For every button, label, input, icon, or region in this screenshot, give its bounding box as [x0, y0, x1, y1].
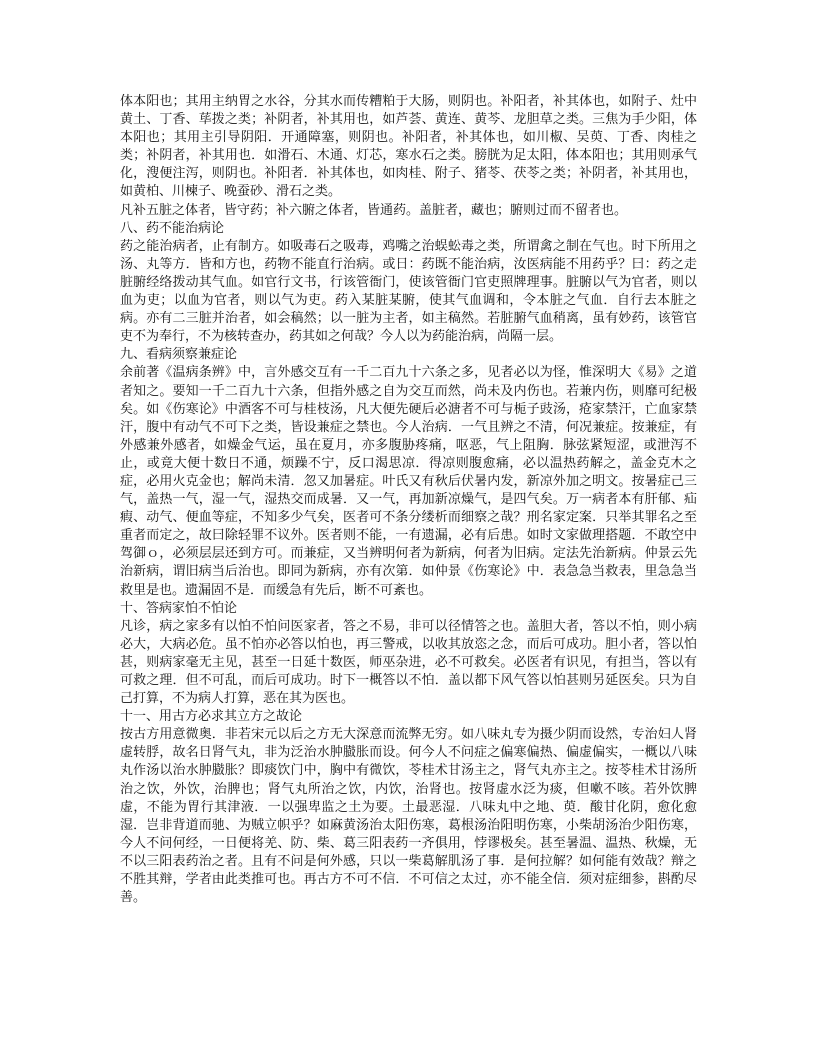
section-heading-8: 八、药不能治病论: [120, 220, 225, 236]
paragraph-zang-fu-summary: 凡补五脏之体者，皆守药；补六腑之体者，皆通药。盖脏者，藏也；腑则过而不留者也。: [120, 202, 628, 218]
section-heading-11: 十一、用古方必求其立方之故论: [120, 709, 303, 725]
paragraph-section-11: 按古方用意微奥．非若宋元以后之方无大深意而流弊无穷。如八味丸专为摄少阴而设然，专治妇人肾虚转脬，故名日肾气丸，非为泛治水肿臌胀而设。何今人不问症之偏寒偏热、偏虚偏实，一概以八味丸作汤以治水肿臌胀？即痰饮门中，胸中有微饮，苓桂术甘汤主之，肾气丸亦主之。按苓桂术甘汤所治之饮，外饮，治脾也；肾气丸所治之饮，内饮，治肾也。按肾虚水泛为痰，但嗽不咳。若外饮脾虚，不能为胃行其津液．一以强卑监之土为要。土最恶湿．八味丸中之地、萸．酸甘化阴，愈化愈湿．岂非背道而驰、为贼立帜乎？如麻黄汤治太阳伤寒，葛根汤治阳明伤寒，小柴胡汤治少阳伤寒，今人不问何经，一日便将羌、防、柴、葛三阳表药一齐俱用，悖谬极矣。甚至暑温、温热、秋燥，无不以三阳表药治之者。且有不问是何外感，只以一柴葛解肌汤了事．是何拉解？如何能有效哉？辩之不胜其辩，学者由此类推可也。再古方不可不信．不可信之太过，亦不能全信．须对症细参，斟酌尽善。: [120, 727, 697, 906]
paragraph-section-10: 凡诊，病之家多有以怕不怕问医家者，答之不易，非可以径情答之也。盖胆大者，答以不怕，则小病必大，大病必危。虽不怕亦必答以怕也，再三警戒，以收其放恣之念，而后可成功。胆小者，答以怕甚，则病家毫无主见，甚至一日延十数医，师巫杂进，必不可救矣。必医者有识见，有担当，答以有可救之理．但不可乱，而后可成功。时下一概答以不怕．盖以都下风气答以怕甚则另延医矣。只为自己打算，不为病人打算，恶在其为医也。: [120, 618, 697, 707]
section-heading-9: 九、看病须察兼症论: [120, 347, 238, 363]
paragraph-section-8: 药之能治病者，止有制方。如吸毒石之吸毒，鸡嘴之治蜈蚣毒之类，所谓禽之制在气也。时下所用之汤、丸等方．皆和方也，药物不能直行治病。或日：药既不能治病，汝医病能不用药乎？曰：药之走脏腑经络拨动其气血。如官行文书，行该管衙门，使该管衙门官吏照牌理事。脏腑以气为官者，则以血为吏；以血为官者，则以气为吏。药入某脏某腑，使其气血调和，令本脏之气血．自行去本脏之病。亦有二三脏并治者，如会稿然；以一脏为主者，如主稿然。若脏腑气血稍离，虽有妙药，该管官吏不为奉行，不为核转查办，药其如之何哉？今人以为药能治病，尚隔一层。: [120, 238, 697, 345]
paragraph-sanjiao-pangguang: 体本阳也；其用主纳胃之水谷，分其水而传糟粕于大肠，则阴也。补阳者，补其体也，如附子、灶中黄土、丁香、荜拨之类；补阴者，补其用也，如芦荟、黄连、黄芩、龙胆草之类。三焦为手少阳，体本阳也；其用主引导阴阳．开通障塞，则阴也。补阳者，补其体也，如川椒、吴萸、丁香、肉桂之类；补阴者，补其用也．如滑石、木通、灯芯，寒水石之类。膀胱为足太阳，体本阳也；其用则承气化，溲便注泻，则阴也。补阳者．补其体也，如肉桂、附子、猪苓、茯苓之类；补阴者，补其用也，如黄柏、川楝子、晚蚕砂、滑石之类。: [120, 94, 697, 200]
section-heading-10: 十、答病家怕不怕论: [120, 600, 238, 616]
paragraph-section-9: 余前著《温病条辨》中，言外感交互有一千二百九十六条之多，见者必以为怪，惟深明大《易》之道者知之。要知一千二百九十六条，但指外感之自为交互而然，尚未及内伤也。若兼内伤，则靡可纪极矣。如《伤寒论》中酒客不可与桂枝汤，凡大便先硬后必溏者不可与栀子豉汤，疮家禁汗，亡血家禁汗，腹中有动气不可下之类，皆设兼症之禁也。今人治病．一气且辨之不清，何况兼症。按兼症，有外感兼外感者，如燥金气运，虽在夏月，亦多腹胁疼痛，呕恶，气上阻胸．脉弦紧短涩，或泄泻不止，或竟大便十数日不通，烦躁不宁，反口渴思凉．得凉则腹愈痛，必以温热药解之，盖金克木之症，必用火克金也；解尚未清．忽又加暑症。叶氏又有秋后伏暑内发，新凉外加之明文。按暑症己三气，盖热一气，湿一气，湿热交而成暑．又一气，再加新凉燥气，是四气矣。万一病者本有肝郁、疝瘕、动气、便血等症，不知多少气矣，医者可不条分缕析而细察之哉？刑名家定案．只举其罪名之至重者而定之，故曰除轻罪不议外。医者则不能，一有遗漏，必有后患。如时文家做理搭题．不敢空中驾御ｏ，必须层层还到方可。而兼症，又当辨明何者为新病，何者为旧病。定法先治新病。仲景云先治新病，谓旧病当后治也。即同为新病，亦有次第．如仲景《伤寒论》中．表急急当救表，里急急当救里是也。遗漏固不是．而缓急有先后，断不可紊也。: [120, 365, 697, 598]
document-body: [120, 93, 697, 907]
